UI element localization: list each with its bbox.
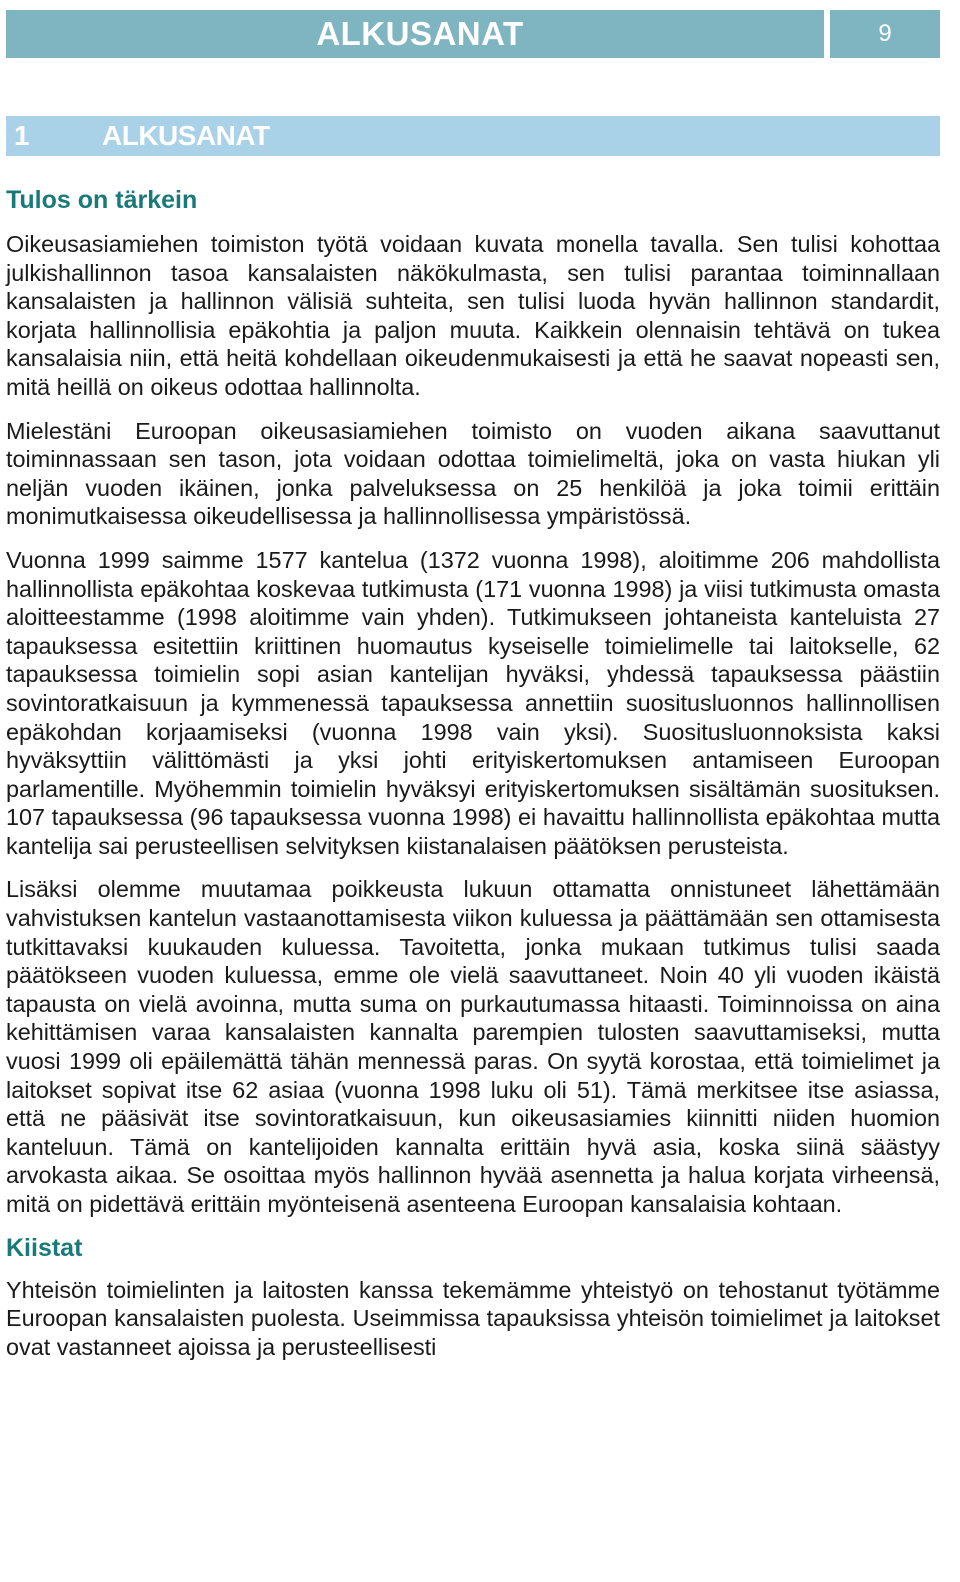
subheading-tulos: Tulos on tärkein	[6, 186, 198, 214]
page-header	[6, 10, 940, 58]
paragraph-2: Mielestäni Euroopan oikeusasiamiehen toimisto on vuoden aikana saavuttanut toiminnassaan sen tason, jota voidaan odottaa toimielimeltä, joka on vasta hiukan yli neljän vuoden ikäinen, jonka palveluksessa on 25 henkilöä ja joka toimii erittäin monimutkaisessa oikeudellisessa ja hallinnollisessa ympäristössä.	[6, 417, 940, 530]
header-title-box	[6, 10, 824, 58]
paragraph-1: Oikeusasiamiehen toimiston työtä voidaan kuvata monella tavalla. Sen tulisi kohottaa julkishallinnon tasoa kansalaisten näkökulmasta, sen tulisi parantaa toiminnallaan kansalaisten ja hallinnon välisiä suhteita, sen tulisi luoda hyvän hallinnon standardit, korjata hallinnollisia epäkohtia ja paljon muuta. Kaikkein olennaisin tehtävä on tukea kansalaisia niin, että heitä kohdellaan oikeudenmukaisesti ja että he saavat nopeasti sen, mitä heillä on oikeus odottaa hallinnolta.	[6, 231, 940, 400]
section-title: ALKUSANAT	[102, 120, 270, 151]
paragraph-4: Lisäksi olemme muutamaa poikkeusta lukuun ottamatta onnistuneet lähettämään vahvistuksen kantelun vastaanottamisesta viikon kuluessa ja päättämään sen ottamisesta tutkittavaksi kuukauden kuluessa. Tavoitetta, jonka mukaan tutkimus tulisi saada päätökseen vuoden kuluessa, emme ole vielä saavuttaneet. Noin 40 yli vuoden ikäistä tapausta on vielä avoinna, mutta suma on purkautumassa hitaasti. Toiminnoissa on aina kehittämisen varaa kansalaisten kannalta parempien tulosten saavuttamiseksi, mutta vuosi 1999 oli epäilemättä tähän mennessä paras. On syytä korostaa, että toimielimet ja laitokset sopivat itse 62 asiaa (vuonna 1998 luku oli 51). Tämä merkitsee itse asiassa, että ne pääsivät itse sovintoratkaisuun, kun oikeusasiamies kiinnitti niiden huomion kanteluun. Tämä on kantelijoiden kannalta erittäin hyvä asia, koska siinä säästyy arvokasta aikaa. Se osoittaa myös hallinnon hyvää asennetta ja halua korjata virheensä, mitä on pidettävä erittäin myönteisenä asenteena Euroopan kansalaisia kohtaan.	[6, 876, 940, 1217]
subheading-kiistat: Kiistat	[6, 1233, 83, 1262]
paragraph-3: Vuonna 1999 saimme 1577 kantelua (1372 vuonna 1998), aloitimme 206 mahdollista hallinnollista epäkohtaa koskevaa tutkimusta (171 vuonna 1998) ja viisi tutkimusta omasta aloitteestamme (1998 aloitimme vain yhden). Tutkimukseen johtaneista kanteluista 27 tapauksessa esitettiin kriittinen huomautus kyseiselle toimielimelle tai laitokselle, 62 tapauksessa toimielin sopi asian kantelijan hyväksi, yhdessä tapauksessa päästiin sovintoratkaisuun ja kymmenessä tapauksessa annettiin suositusluonnos hallinnollisen epäkohdan korjaamiseksi (vuonna 1998 vain yksi). Suositusluonnoksista kaksi hyväksyttiin välittömästi ja yksi johti erityiskertomuksen antamiseen Euroopan parlamentille. Myöhemmin toimielin hyväksyi erityiskertomuksen sisältämän suosituksen. 107 tapauksessa (96 tapauksessa vuonna 1998) ei havaittu hallinnollista epäkohtaa mutta kantelija sai perusteellisen selvityksen kiistanalaisen päätöksen perusteista.	[6, 546, 940, 859]
document-body	[6, 180, 940, 1376]
header-page-box	[830, 10, 940, 58]
section-heading-bar	[6, 116, 940, 156]
section-number: 1	[14, 120, 30, 151]
page-number: 9	[878, 20, 892, 47]
paragraph-5: Yhteisön toimielinten ja laitosten kanssa tekemämme yhteistyö on tehostanut työtämme Euroopan kansalaisten puolesta. Useimmissa tapauksissa yhteisön toimielimet ja laitokset ovat vastanneet ajoissa ja perusteellisesti	[6, 1276, 940, 1360]
header-title: ALKUSANAT	[316, 15, 524, 52]
